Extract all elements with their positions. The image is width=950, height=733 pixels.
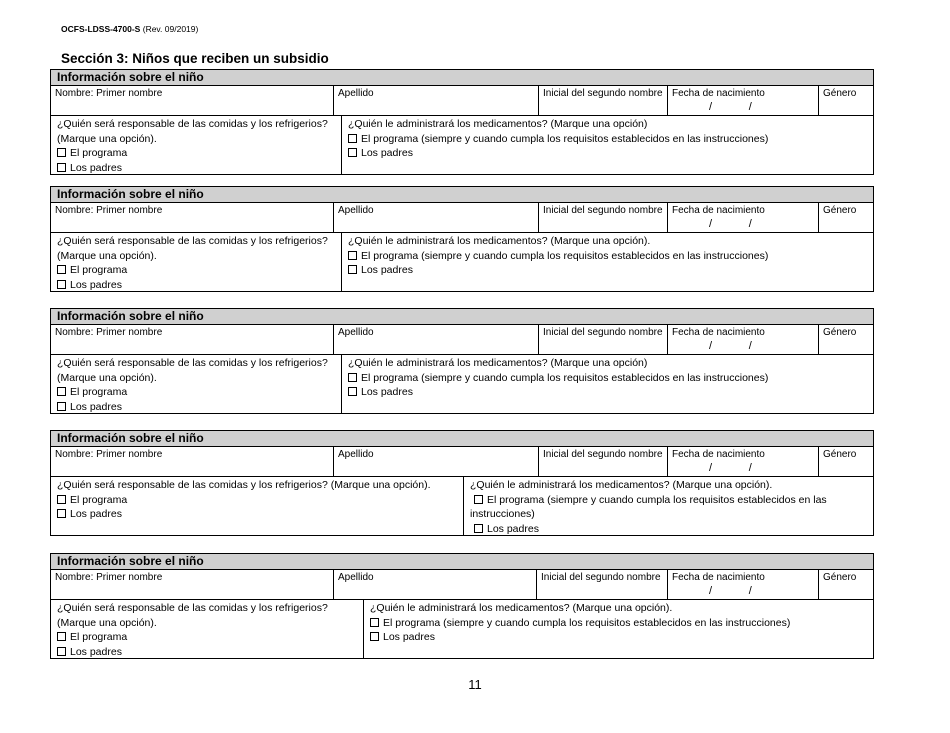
block-title: Información sobre el niño	[51, 70, 873, 86]
first-name-field[interactable]	[51, 86, 333, 115]
first-name-label: Nombre: Primer nombre	[55, 88, 163, 99]
meals-option-parents[interactable]	[57, 645, 363, 660]
middle-initial-label: Inicial del segundo nombre	[543, 205, 663, 216]
first-name-label: Nombre: Primer nombre	[55, 449, 163, 460]
meals-option-parents[interactable]	[57, 161, 341, 176]
first-name-field[interactable]	[51, 447, 333, 476]
middle-initial-field[interactable]	[538, 203, 667, 232]
meds-question-cell	[341, 355, 873, 413]
middle-initial-label: Inicial del segundo nombre	[543, 327, 663, 338]
checkbox-icon[interactable]	[57, 163, 66, 172]
meals-option-parents[interactable]	[57, 278, 341, 293]
checkbox-icon[interactable]	[348, 373, 357, 382]
meals-option-program-label: El programa	[70, 147, 128, 159]
responsibility-row	[51, 355, 873, 413]
section-title: Sección 3: Niños que reciben un subsidio	[61, 51, 329, 66]
meals-option-program-label: El programa	[70, 493, 128, 506]
meds-question: ¿Quién le administrará los medicamentos? (Marque una opción)	[348, 118, 648, 130]
block-title: Información sobre el niño	[51, 554, 873, 570]
meals-option-program-label: El programa	[70, 264, 128, 276]
middle-initial-label: Inicial del segundo nombre	[543, 449, 663, 460]
meds-option-program[interactable]	[348, 371, 873, 386]
meds-option-program-label: El programa (siempre y cuando cumpla los requisitos establecidos en las instrucciones)	[361, 371, 769, 384]
meals-question-cell	[51, 355, 341, 413]
meds-option-program[interactable]	[348, 132, 873, 147]
checkbox-icon[interactable]	[348, 387, 357, 396]
checkbox-icon[interactable]	[370, 632, 379, 641]
middle-initial-field[interactable]	[538, 447, 667, 476]
meals-question: ¿Quién será responsable de las comidas y los refrigerios?	[57, 357, 328, 369]
dob-label: Fecha de nacimiento	[672, 449, 765, 460]
dob-label: Fecha de nacimiento	[672, 88, 765, 99]
meds-option-program-label: El programa (siempre y cuando cumpla los requisitos establecidos en las instrucciones)	[383, 616, 791, 629]
child-info-block-3	[50, 308, 874, 414]
meds-question-cell	[463, 477, 873, 535]
checkbox-icon[interactable]	[370, 618, 379, 627]
meals-option-program[interactable]	[57, 146, 341, 161]
checkbox-icon[interactable]	[57, 265, 66, 274]
checkbox-icon[interactable]	[57, 632, 66, 641]
date-of-birth-field[interactable]	[667, 447, 818, 476]
child-info-block-2	[50, 186, 874, 292]
date-of-birth-field[interactable]	[667, 570, 818, 599]
child-info-block-1	[50, 69, 874, 175]
last-name-label: Apellido	[338, 327, 374, 338]
last-name-field[interactable]	[333, 325, 538, 354]
meds-option-parents[interactable]	[348, 263, 873, 278]
checkbox-icon[interactable]	[474, 495, 483, 504]
meals-option-parents[interactable]	[57, 400, 341, 415]
gender-field[interactable]	[818, 203, 873, 232]
responsibility-row	[51, 600, 873, 658]
gender-label: Género	[823, 205, 857, 216]
first-name-field[interactable]	[51, 570, 333, 599]
last-name-label: Apellido	[338, 88, 374, 99]
responsibility-row	[51, 477, 873, 535]
middle-initial-field[interactable]	[536, 570, 667, 599]
meals-question: ¿Quién será responsable de las comidas y los refrigerios?	[57, 235, 328, 247]
meals-option-program-label: El programa	[70, 631, 128, 643]
meals-option-program[interactable]	[57, 385, 341, 400]
checkbox-icon[interactable]	[348, 251, 357, 260]
last-name-field[interactable]	[333, 86, 538, 115]
first-name-label: Nombre: Primer nombre	[55, 205, 163, 216]
middle-initial-label: Inicial del segundo nombre	[541, 572, 661, 583]
form-number: OCFS-LDSS-4700-S	[61, 24, 141, 34]
block-title: Información sobre el niño	[51, 309, 873, 325]
meds-option-program[interactable]	[370, 616, 873, 631]
dob-label: Fecha de nacimiento	[672, 572, 765, 583]
gender-field[interactable]	[818, 86, 873, 115]
form-revision: (Rev. 09/2019)	[142, 24, 199, 34]
meals-option-parents[interactable]	[57, 507, 463, 522]
gender-field[interactable]	[818, 447, 873, 476]
meals-option-parents-label: Los padres	[70, 400, 122, 413]
meds-option-program-label: El programa (siempre y cuando cumpla los requisitos establecidos en las instrucciones)	[470, 493, 827, 520]
meals-question: ¿Quién será responsable de las comidas y los refrigerios? (Marque una opción).	[57, 479, 431, 491]
child-id-row	[51, 86, 873, 116]
meds-question: ¿Quién le administrará los medicamentos? (Marque una opción).	[370, 602, 673, 614]
checkbox-icon[interactable]	[474, 524, 483, 533]
checkbox-icon[interactable]	[57, 402, 66, 411]
checkbox-icon[interactable]	[348, 148, 357, 157]
meds-option-parents-label: Los padres	[383, 631, 435, 643]
meds-question: ¿Quién le administrará los medicamentos? (Marque una opción)	[348, 357, 648, 369]
gender-label: Género	[823, 449, 857, 460]
child-id-row	[51, 570, 873, 600]
responsibility-row	[51, 233, 873, 291]
meals-question-cell	[51, 116, 341, 174]
checkbox-icon[interactable]	[348, 265, 357, 274]
meds-option-program[interactable]	[348, 249, 873, 264]
date-of-birth-field[interactable]	[667, 325, 818, 354]
gender-label: Género	[823, 327, 857, 338]
last-name-field[interactable]	[333, 570, 536, 599]
child-id-row	[51, 325, 873, 355]
child-id-row	[51, 447, 873, 477]
meds-option-parents-label: Los padres	[361, 264, 413, 276]
date-of-birth-field[interactable]	[667, 86, 818, 115]
block-title: Información sobre el niño	[51, 187, 873, 203]
gender-label: Género	[823, 572, 857, 583]
meds-option-parents[interactable]	[348, 385, 873, 400]
checkbox-icon[interactable]	[57, 148, 66, 157]
meals-option-program[interactable]	[57, 630, 363, 645]
gender-label: Género	[823, 88, 857, 99]
dob-separators: / /	[709, 340, 752, 352]
meals-question-cell	[51, 477, 463, 535]
checkbox-icon[interactable]	[348, 134, 357, 143]
last-name-label: Apellido	[338, 572, 374, 583]
middle-initial-field[interactable]	[538, 325, 667, 354]
page-number: 11	[468, 677, 482, 692]
child-info-block-5	[50, 553, 874, 659]
meals-question: ¿Quién será responsable de las comidas y los refrigerios?	[57, 118, 328, 130]
last-name-label: Apellido	[338, 449, 374, 460]
meds-option-program-label: El programa (siempre y cuando cumpla los requisitos establecidos en las instrucciones)	[361, 132, 769, 145]
date-of-birth-field[interactable]	[667, 203, 818, 232]
middle-initial-field[interactable]	[538, 86, 667, 115]
gender-field[interactable]	[818, 325, 873, 354]
meals-option-parents-label: Los padres	[70, 161, 122, 174]
meals-option-parents-label: Los padres	[70, 278, 122, 291]
meals-option-parents-label: Los padres	[70, 508, 122, 520]
meals-instruction: (Marque una opción).	[57, 249, 157, 262]
dob-separators: / /	[709, 585, 752, 597]
meds-question-cell	[341, 116, 873, 174]
meds-question-cell	[341, 233, 873, 291]
checkbox-icon[interactable]	[57, 647, 66, 656]
meds-option-program[interactable]	[470, 493, 873, 522]
meals-instruction: (Marque una opción).	[57, 371, 157, 384]
dob-separators: / /	[709, 462, 752, 474]
meals-option-parents-label: Los padres	[70, 645, 122, 658]
meds-option-program-label: El programa (siempre y cuando cumpla los requisitos establecidos en las instrucciones)	[361, 249, 769, 262]
block-title: Información sobre el niño	[51, 431, 873, 447]
last-name-field[interactable]	[333, 447, 538, 476]
checkbox-icon[interactable]	[57, 387, 66, 396]
checkbox-icon[interactable]	[57, 509, 66, 518]
first-name-field[interactable]	[51, 325, 333, 354]
checkbox-icon[interactable]	[57, 495, 66, 504]
middle-initial-label: Inicial del segundo nombre	[543, 88, 663, 99]
meds-question: ¿Quién le administrará los medicamentos? (Marque una opción).	[470, 479, 773, 491]
first-name-field[interactable]	[51, 203, 333, 232]
child-info-block-4	[50, 430, 874, 536]
meals-question: ¿Quién será responsable de las comidas y los refrigerios?	[57, 602, 328, 614]
dob-label: Fecha de nacimiento	[672, 205, 765, 216]
first-name-label: Nombre: Primer nombre	[55, 327, 163, 338]
meds-option-parents-label: Los padres	[361, 386, 413, 398]
responsibility-row	[51, 116, 873, 174]
meals-question-cell	[51, 233, 341, 291]
gender-field[interactable]	[818, 570, 873, 599]
child-id-row	[51, 203, 873, 233]
meals-option-program[interactable]	[57, 493, 463, 508]
meals-question-cell	[51, 600, 363, 658]
meds-option-parents[interactable]	[470, 522, 873, 537]
checkbox-icon[interactable]	[57, 280, 66, 289]
meals-option-program-label: El programa	[70, 386, 128, 398]
meds-question-cell	[363, 600, 873, 658]
dob-separators: / /	[709, 218, 752, 230]
form-id	[61, 24, 198, 34]
meals-instruction: (Marque una opción).	[57, 616, 157, 629]
meds-option-parents[interactable]	[348, 146, 873, 161]
dob-label: Fecha de nacimiento	[672, 327, 765, 338]
last-name-field[interactable]	[333, 203, 538, 232]
dob-separators: / /	[709, 101, 752, 113]
meals-option-program[interactable]	[57, 263, 341, 278]
meals-instruction: (Marque una opción).	[57, 132, 157, 145]
meds-question: ¿Quién le administrará los medicamentos? (Marque una opción).	[348, 235, 651, 247]
last-name-label: Apellido	[338, 205, 374, 216]
meds-option-parents[interactable]	[370, 630, 873, 645]
first-name-label: Nombre: Primer nombre	[55, 572, 163, 583]
meds-option-parents-label: Los padres	[361, 147, 413, 159]
meds-option-parents-label: Los padres	[487, 522, 539, 535]
